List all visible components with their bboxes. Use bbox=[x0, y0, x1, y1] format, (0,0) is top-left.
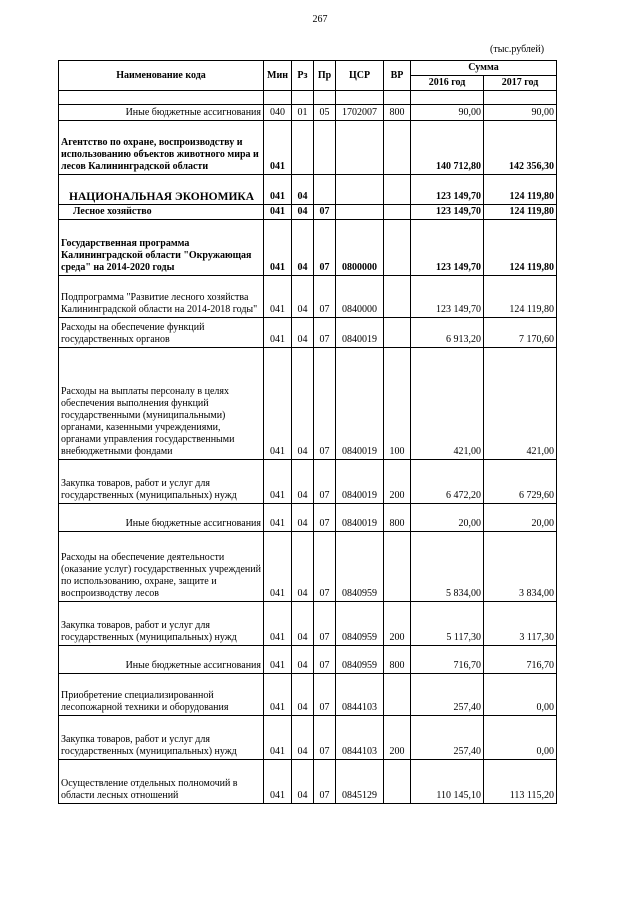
header-2017: 2017 год bbox=[484, 76, 557, 91]
row-name: НАЦИОНАЛЬНАЯ ЭКОНОМИКА bbox=[59, 175, 264, 205]
row-vr: 200 bbox=[384, 602, 411, 646]
row-csr: 0840019 bbox=[336, 318, 384, 348]
row-pr: 07 bbox=[314, 602, 336, 646]
row-vr bbox=[384, 205, 411, 220]
row-sum-2016: 716,70 bbox=[411, 646, 484, 674]
row-pr: 07 bbox=[314, 220, 336, 276]
row-sum-2017: 142 356,30 bbox=[484, 121, 557, 175]
row-vr: 200 bbox=[384, 460, 411, 504]
row-name: Иные бюджетные ассигнования bbox=[59, 646, 264, 674]
row-vr bbox=[384, 220, 411, 276]
row-vr: 100 bbox=[384, 348, 411, 460]
table-row bbox=[59, 674, 557, 716]
row-sum-2016: 6 913,20 bbox=[411, 318, 484, 348]
row-sum-2016: 5 117,30 bbox=[411, 602, 484, 646]
row-rz: 04 bbox=[292, 602, 314, 646]
row-name: Иные бюджетные ассигнования bbox=[59, 504, 264, 532]
row-min: 041 bbox=[264, 276, 292, 318]
row-csr: 0840000 bbox=[336, 276, 384, 318]
row-pr: 07 bbox=[314, 760, 336, 804]
table-row bbox=[59, 348, 557, 460]
row-pr: 05 bbox=[314, 105, 336, 121]
table-row bbox=[59, 276, 557, 318]
row-rz: 04 bbox=[292, 175, 314, 205]
row-rz: 04 bbox=[292, 318, 314, 348]
row-csr: 0840959 bbox=[336, 532, 384, 602]
row-rz: 04 bbox=[292, 220, 314, 276]
row-sum-2017: 124 119,80 bbox=[484, 175, 557, 205]
table-row bbox=[59, 205, 557, 220]
row-rz: 04 bbox=[292, 276, 314, 318]
row-sum-2017: 124 119,80 bbox=[484, 220, 557, 276]
header-name: Наименование кода bbox=[59, 61, 264, 91]
row-sum-2016: 90,00 bbox=[411, 105, 484, 121]
row-rz: 04 bbox=[292, 646, 314, 674]
row-sum-2017: 3 117,30 bbox=[484, 602, 557, 646]
header-min: Мин bbox=[264, 61, 292, 91]
row-sum-2017: 20,00 bbox=[484, 504, 557, 532]
row-rz: 04 bbox=[292, 716, 314, 760]
row-sum-2016: 123 149,70 bbox=[411, 220, 484, 276]
row-sum-2016: 6 472,20 bbox=[411, 460, 484, 504]
row-csr: 0800000 bbox=[336, 220, 384, 276]
row-vr: 800 bbox=[384, 504, 411, 532]
table-row bbox=[59, 105, 557, 121]
row-min: 041 bbox=[264, 602, 292, 646]
row-vr bbox=[384, 760, 411, 804]
table-row bbox=[59, 318, 557, 348]
row-csr: 0844103 bbox=[336, 674, 384, 716]
row-pr: 07 bbox=[314, 716, 336, 760]
header-2016: 2016 год bbox=[411, 76, 484, 91]
row-vr: 800 bbox=[384, 105, 411, 121]
row-sum-2017: 7 170,60 bbox=[484, 318, 557, 348]
row-csr: 0845129 bbox=[336, 760, 384, 804]
table-row bbox=[59, 504, 557, 532]
row-pr: 07 bbox=[314, 674, 336, 716]
budget-table bbox=[58, 60, 557, 804]
row-sum-2016: 20,00 bbox=[411, 504, 484, 532]
row-min: 041 bbox=[264, 175, 292, 205]
row-csr bbox=[336, 121, 384, 175]
row-min: 041 bbox=[264, 674, 292, 716]
table-row bbox=[59, 460, 557, 504]
row-min: 041 bbox=[264, 348, 292, 460]
row-vr bbox=[384, 121, 411, 175]
row-min: 041 bbox=[264, 205, 292, 220]
row-name: Агентство по охране, воспроизводству и использованию объектов животного мира и лесов Калининградской области bbox=[59, 121, 264, 175]
row-sum-2017: 716,70 bbox=[484, 646, 557, 674]
row-min: 041 bbox=[264, 504, 292, 532]
row-csr: 0840019 bbox=[336, 504, 384, 532]
row-pr: 07 bbox=[314, 276, 336, 318]
row-rz: 04 bbox=[292, 760, 314, 804]
row-rz: 04 bbox=[292, 348, 314, 460]
header-sum: Сумма bbox=[411, 61, 557, 76]
row-vr: 800 bbox=[384, 646, 411, 674]
row-min: 041 bbox=[264, 646, 292, 674]
row-pr bbox=[314, 121, 336, 175]
row-sum-2017: 0,00 bbox=[484, 716, 557, 760]
row-csr: 0840959 bbox=[336, 646, 384, 674]
row-pr: 07 bbox=[314, 348, 336, 460]
row-sum-2016: 140 712,80 bbox=[411, 121, 484, 175]
row-min: 041 bbox=[264, 532, 292, 602]
row-csr: 1702007 bbox=[336, 105, 384, 121]
header-pr: Пр bbox=[314, 61, 336, 91]
row-min: 041 bbox=[264, 716, 292, 760]
row-sum-2017: 421,00 bbox=[484, 348, 557, 460]
row-pr bbox=[314, 175, 336, 205]
table-row bbox=[59, 220, 557, 276]
row-pr: 07 bbox=[314, 205, 336, 220]
table-row bbox=[59, 121, 557, 175]
row-sum-2016: 5 834,00 bbox=[411, 532, 484, 602]
row-sum-2016: 421,00 bbox=[411, 348, 484, 460]
row-min: 040 bbox=[264, 105, 292, 121]
units-label: (тыс.рублей) bbox=[490, 44, 545, 55]
row-rz: 04 bbox=[292, 504, 314, 532]
row-min: 041 bbox=[264, 220, 292, 276]
header-rz: Рз bbox=[292, 61, 314, 91]
row-sum-2017: 6 729,60 bbox=[484, 460, 557, 504]
row-pr: 07 bbox=[314, 460, 336, 504]
header-csr: ЦСР bbox=[336, 61, 384, 91]
row-vr bbox=[384, 318, 411, 348]
row-csr bbox=[336, 175, 384, 205]
row-pr: 07 bbox=[314, 532, 336, 602]
page-number: 267 bbox=[312, 14, 328, 25]
row-min: 041 bbox=[264, 760, 292, 804]
row-sum-2016: 123 149,70 bbox=[411, 175, 484, 205]
row-name: Государственная программа Калининградской области "Окружающая среда" на 2014-2020 годы bbox=[59, 220, 264, 276]
row-name: Закупка товаров, работ и услуг для государственных (муниципальных) нужд bbox=[59, 602, 264, 646]
row-name: Подпрограмма "Развитие лесного хозяйства Калининградской области на 2014-2018 годы" bbox=[59, 276, 264, 318]
row-rz: 04 bbox=[292, 674, 314, 716]
row-vr bbox=[384, 674, 411, 716]
row-vr: 200 bbox=[384, 716, 411, 760]
row-sum-2016: 123 149,70 bbox=[411, 205, 484, 220]
row-csr bbox=[336, 205, 384, 220]
table-row bbox=[59, 760, 557, 804]
row-vr bbox=[384, 276, 411, 318]
row-vr bbox=[384, 175, 411, 205]
row-name: Расходы на обеспечение деятельности (оказание услуг) государственных учреждений по использованию, охране, защите и воспроизводству лесов bbox=[59, 532, 264, 602]
row-sum-2017: 90,00 bbox=[484, 105, 557, 121]
row-csr: 0840019 bbox=[336, 460, 384, 504]
row-sum-2017: 113 115,20 bbox=[484, 760, 557, 804]
row-sum-2017: 3 834,00 bbox=[484, 532, 557, 602]
row-rz: 04 bbox=[292, 460, 314, 504]
row-pr: 07 bbox=[314, 504, 336, 532]
row-sum-2017: 124 119,80 bbox=[484, 205, 557, 220]
row-name: Расходы на обеспечение функций государственных органов bbox=[59, 318, 264, 348]
table-row bbox=[59, 602, 557, 646]
row-name: Расходы на выплаты персоналу в целях обеспечения выполнения функций государственными (муниципальными) органами, казенными учреждениями, органами управления государственными внебюджетными фондами bbox=[59, 348, 264, 460]
row-csr: 0840019 bbox=[336, 348, 384, 460]
row-vr bbox=[384, 532, 411, 602]
header-vr: ВР bbox=[384, 61, 411, 91]
row-sum-2017: 124 119,80 bbox=[484, 276, 557, 318]
row-sum-2016: 110 145,10 bbox=[411, 760, 484, 804]
row-rz: 04 bbox=[292, 205, 314, 220]
row-sum-2016: 257,40 bbox=[411, 716, 484, 760]
row-pr: 07 bbox=[314, 318, 336, 348]
row-csr: 0844103 bbox=[336, 716, 384, 760]
row-name: Лесное хозяйство bbox=[59, 205, 264, 220]
row-sum-2017: 0,00 bbox=[484, 674, 557, 716]
table-row bbox=[59, 175, 557, 205]
row-sum-2016: 123 149,70 bbox=[411, 276, 484, 318]
row-sum-2016: 257,40 bbox=[411, 674, 484, 716]
table-row bbox=[59, 646, 557, 674]
row-name: Приобретение специализированной лесопожарной техники и оборудования bbox=[59, 674, 264, 716]
table-row bbox=[59, 716, 557, 760]
row-rz: 04 bbox=[292, 532, 314, 602]
row-rz bbox=[292, 121, 314, 175]
row-rz: 01 bbox=[292, 105, 314, 121]
row-name: Осуществление отдельных полномочий в области лесных отношений bbox=[59, 760, 264, 804]
row-pr: 07 bbox=[314, 646, 336, 674]
table-row bbox=[59, 532, 557, 602]
row-csr: 0840959 bbox=[336, 602, 384, 646]
row-name: Закупка товаров, работ и услуг для государственных (муниципальных) нужд bbox=[59, 716, 264, 760]
row-name: Закупка товаров, работ и услуг для государственных (муниципальных) нужд bbox=[59, 460, 264, 504]
row-min: 041 bbox=[264, 460, 292, 504]
row-name: Иные бюджетные ассигнования bbox=[59, 105, 264, 121]
row-min: 041 bbox=[264, 318, 292, 348]
row-min: 041 bbox=[264, 121, 292, 175]
